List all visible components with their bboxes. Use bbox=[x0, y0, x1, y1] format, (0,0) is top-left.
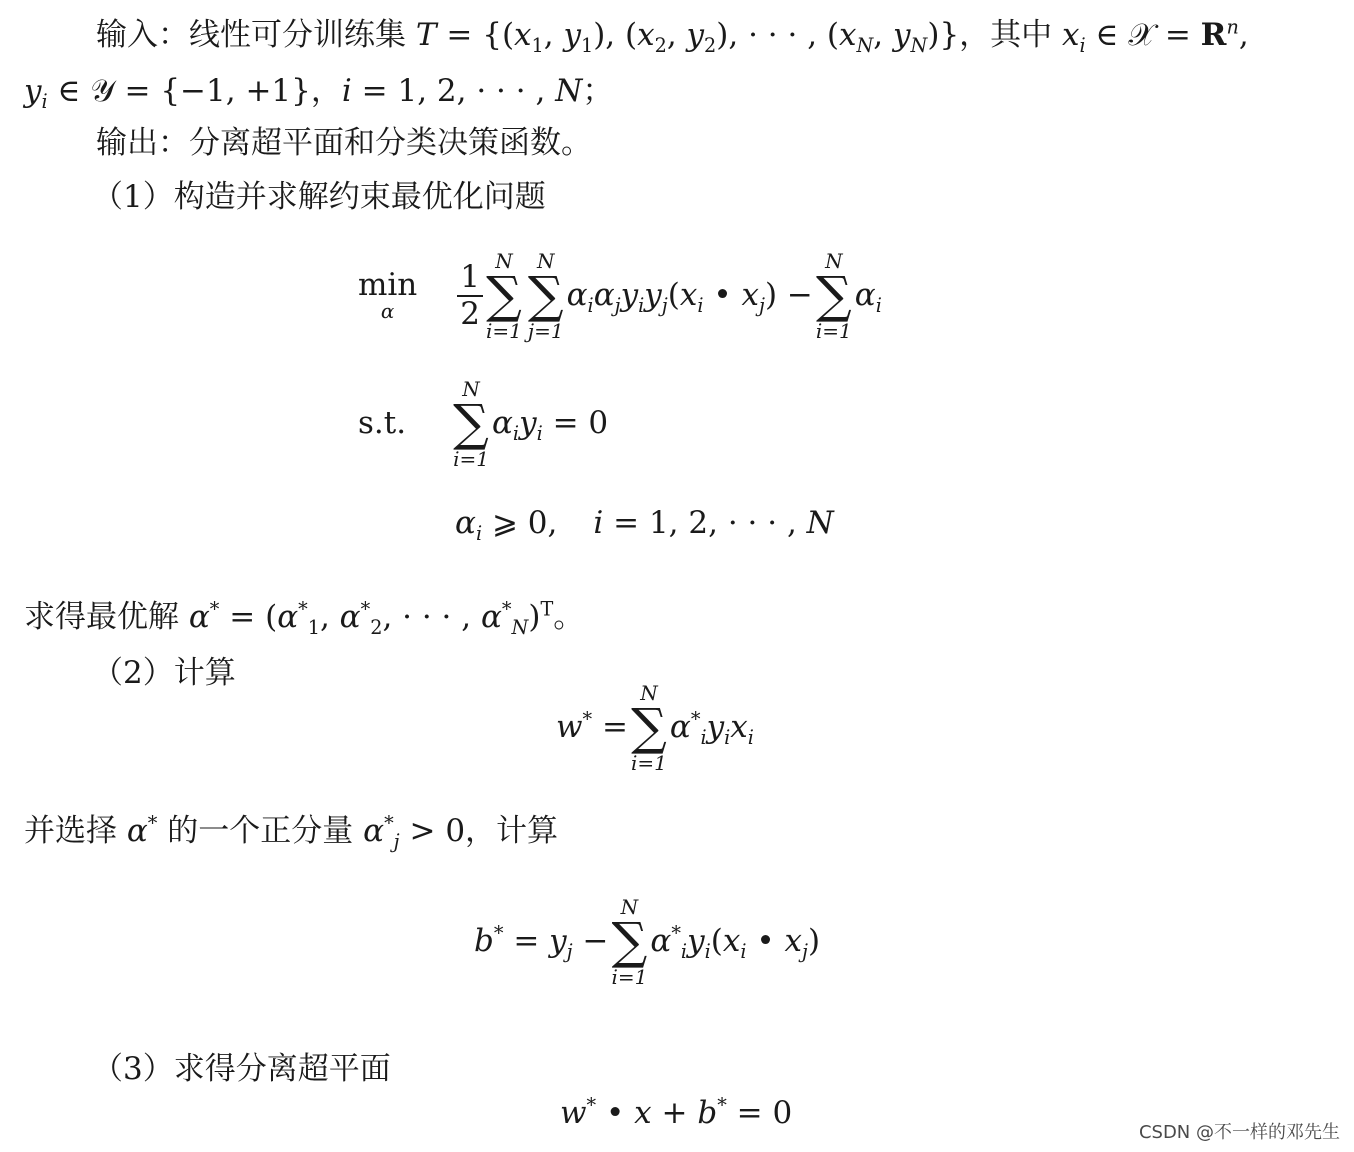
hyperplane-equation: w* • x + b* = 0 bbox=[560, 1093, 793, 1131]
step1-heading: （1）构造并求解约束最优化问题 bbox=[92, 179, 546, 215]
objective-term: $\alpha_i\alpha_jy_iy_j(x_i$ • $x_j$) − bbox=[566, 277, 813, 318]
w-star-lhs: w* = bbox=[556, 707, 628, 746]
w-star-equation bbox=[556, 682, 754, 774]
alpha-i: $\alpha_i$ bbox=[854, 277, 882, 318]
choose-line bbox=[24, 811, 559, 854]
output-label: 输出： bbox=[96, 125, 189, 161]
optimal-suffix: 。 bbox=[553, 599, 585, 635]
index-formula: i = 1, 2, · · · , N bbox=[341, 73, 583, 109]
sum-b: N ∑ i=1 bbox=[611, 895, 648, 989]
choose-prefix: 并选择 bbox=[24, 813, 117, 849]
y-domain-line bbox=[24, 73, 614, 114]
sum-i: N ∑ i=1 bbox=[486, 249, 522, 343]
constraint-equation-1 bbox=[358, 378, 608, 470]
sum-constraint: N ∑ i=1 bbox=[453, 377, 489, 471]
choose-mid: 的一个正分量 bbox=[167, 813, 354, 849]
output-desc: 分离超平面和分类决策函数。 bbox=[189, 125, 592, 161]
comma-1: ， bbox=[310, 73, 342, 109]
st-label: s.t. bbox=[358, 405, 407, 442]
input-desc: 线性可分训练集 bbox=[189, 17, 406, 53]
b-star-term: $\alpha^*_iy_i(x_i$ • $x_j$) bbox=[650, 921, 821, 964]
y-domain-formula: $y_i$ ∈ 𝒴 = {−1, +1} bbox=[24, 73, 311, 114]
optimal-prefix: 求得最优解 bbox=[24, 599, 179, 635]
alpha-star-formula: $\alpha^* = (\alpha^*_1$, $\alpha^*_2$, · · · , $\alpha^*_N)^T$ bbox=[188, 597, 554, 640]
b-star-equation bbox=[474, 896, 820, 988]
optimal-solution-line bbox=[24, 597, 585, 640]
alpha-star-ref: α* bbox=[126, 811, 158, 849]
objective-equation bbox=[358, 250, 882, 342]
constraint-equation-2: $\alpha_i$ ⩾ 0, i = 1, 2, · · · , N bbox=[455, 505, 834, 546]
input-line bbox=[96, 15, 1249, 58]
input-where: ，其中 bbox=[959, 17, 1053, 53]
half-fraction: $\frac{1}{2}$ bbox=[457, 262, 483, 330]
min-operator: min α bbox=[358, 267, 418, 324]
input-label: 输入： bbox=[96, 17, 189, 53]
x-domain-formula: $x_i$ ∈ 𝒳 = $R^n$, bbox=[1062, 15, 1249, 58]
sum-w: N ∑ i=1 bbox=[631, 681, 667, 775]
alpha-j-positive: $\alpha^*_j > 0$ bbox=[363, 811, 466, 854]
training-set-formula: $T = \{(x_1$, $y_1$), ($x_2$, $y_2$), · · · , ($x_N$, $y_N$)} bbox=[415, 17, 960, 58]
sum-alpha: N ∑ i=1 bbox=[815, 249, 852, 343]
step3-heading: （3）求得分离超平面 bbox=[92, 1051, 391, 1087]
choose-suffix: ，计算 bbox=[465, 813, 559, 849]
constraint-term: $\alpha_iy_i = 0$ bbox=[491, 405, 609, 446]
step2-heading: （2）计算 bbox=[92, 655, 236, 691]
b-star-lhs: $b^* = y_j$ − bbox=[474, 921, 609, 964]
w-star-term: $\alpha^*_iy_ix_i$ bbox=[669, 707, 754, 750]
output-line bbox=[96, 125, 592, 161]
csdn-watermark: CSDN @不一样的邓先生 bbox=[1138, 1122, 1340, 1143]
input-y-tail: ； bbox=[582, 73, 614, 109]
sum-j: N ∑ j=1 bbox=[527, 249, 564, 343]
